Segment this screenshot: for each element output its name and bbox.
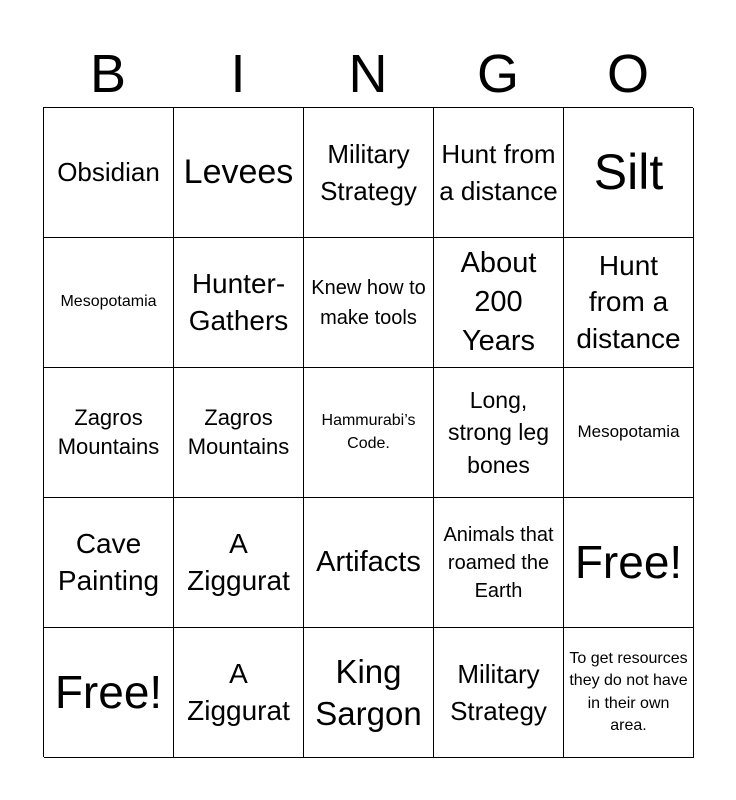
cell-text: Obsidian (57, 156, 160, 187)
bingo-cell[interactable] (304, 238, 434, 368)
bingo-cell[interactable] (304, 498, 434, 628)
bingo-header (43, 40, 693, 108)
bingo-cell[interactable] (434, 628, 564, 758)
bingo-cell[interactable] (174, 498, 304, 628)
header-letter-g: G (476, 44, 519, 104)
bingo-cell[interactable] (564, 498, 694, 628)
bingo-cell[interactable] (304, 628, 434, 758)
cell-text: Long, strong leg bones (447, 387, 549, 478)
cell-text: Military Strategy (320, 139, 417, 206)
cell-text: Animals that roamed the Earth (443, 523, 554, 602)
cell-text: To get resources they do not have in their own area. (569, 649, 688, 734)
cell-text: King Sargon (315, 653, 422, 732)
bingo-cell[interactable] (564, 108, 694, 238)
bingo-cell[interactable] (564, 628, 694, 758)
header-letter-o: O (606, 44, 649, 104)
cell-text: Mesopotamia (60, 293, 157, 311)
cell-text: Hunt from a distance (576, 249, 681, 354)
bingo-cell[interactable] (434, 108, 564, 238)
bingo-cell[interactable] (434, 498, 564, 628)
cell-text: Zagros Mountains (187, 404, 290, 459)
header-letter-n: N (348, 44, 388, 104)
cell-text: Hunter-Gathers (188, 268, 289, 336)
bingo-cell[interactable] (44, 498, 174, 628)
bingo-cell[interactable] (434, 368, 564, 498)
bingo-cell[interactable] (44, 108, 174, 238)
bingo-cell[interactable] (434, 238, 564, 368)
bingo-cell[interactable] (564, 368, 694, 498)
cell-text: A Ziggurat (187, 658, 290, 726)
bingo-cell[interactable] (304, 108, 434, 238)
header-letter-b: B (89, 44, 127, 104)
header-letter-i: I (230, 44, 246, 104)
cell-text: Knew how to make tools (311, 276, 426, 329)
bingo-cell[interactable] (174, 628, 304, 758)
bingo-cell[interactable] (174, 368, 304, 498)
cell-text: Levees (183, 152, 294, 191)
bingo-cell[interactable] (304, 368, 434, 498)
cell-text: Mesopotamia (577, 422, 680, 442)
cell-text: Free! (574, 536, 683, 589)
bingo-cell[interactable] (44, 368, 174, 498)
cell-text: Cave Painting (57, 528, 160, 596)
cell-text: Silt (593, 143, 664, 200)
cell-text: About 200 Years (460, 246, 537, 358)
cell-text: Zagros Mountains (57, 404, 160, 459)
bingo-cell[interactable] (44, 628, 174, 758)
bingo-cell[interactable] (174, 108, 304, 238)
bingo-cell[interactable] (564, 238, 694, 368)
cell-text: Hammurabi’s Code. (321, 412, 416, 452)
cell-text: Military Strategy (450, 659, 547, 726)
cell-text: Free! (54, 666, 163, 719)
bingo-cell[interactable] (174, 238, 304, 368)
cell-text: Artifacts (316, 545, 421, 578)
bingo-cell[interactable] (44, 238, 174, 368)
bingo-board (43, 107, 693, 757)
cell-text: A Ziggurat (187, 528, 290, 596)
cell-text: Hunt from a distance (439, 139, 558, 206)
